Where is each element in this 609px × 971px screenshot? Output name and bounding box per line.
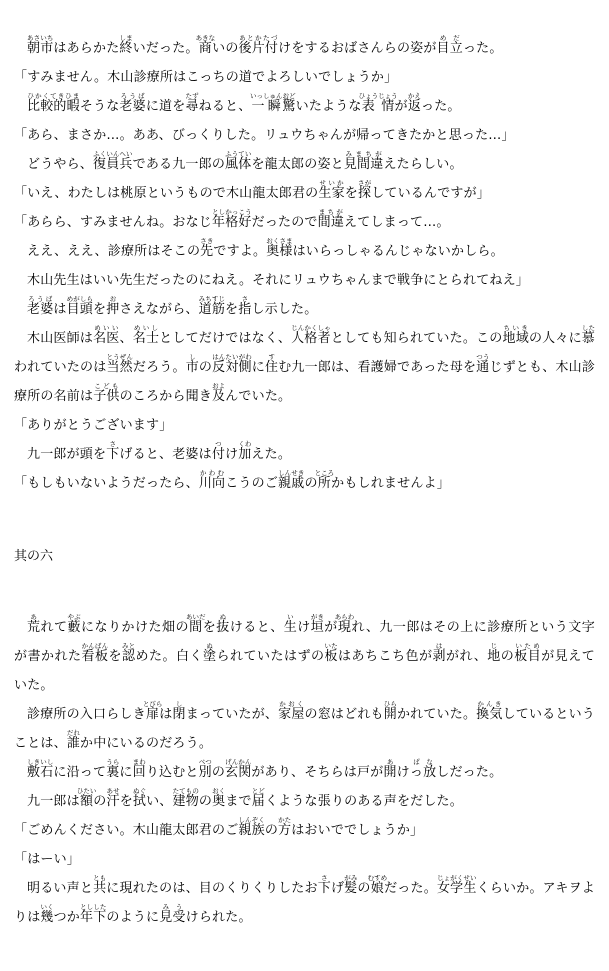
furigana-reading: おく [212, 787, 226, 795]
furigana-word: 髪がみ [344, 874, 358, 896]
furigana-word: 奥様おくさま [266, 237, 293, 259]
furigana-reading: ちいき [502, 324, 529, 332]
furigana-reading: ぬ [203, 642, 217, 650]
furigana-word: 幾いく [40, 903, 54, 925]
furigana-reading: たてもの [172, 787, 199, 795]
furigana-word: 荒あ [27, 613, 41, 635]
furigana-reading: としした [80, 903, 107, 911]
furigana-reading: つ [211, 440, 225, 448]
furigana-reading: ふくいんへい [93, 150, 133, 158]
furigana-word: 年下としした [80, 903, 107, 925]
furigana-reading: ぬ [216, 613, 230, 621]
furigana-word: 方かた [278, 816, 292, 838]
furigana-reading: こども [93, 382, 120, 390]
furigana-reading: さ [106, 440, 120, 448]
furigana-word: 尋たず [185, 92, 199, 114]
furigana-reading: およ [212, 382, 226, 390]
furigana-reading: ところ [314, 469, 335, 477]
furigana-word: 閉し [172, 700, 186, 722]
furigana-reading: がき [310, 613, 324, 621]
furigana-word: 開あ [383, 758, 397, 780]
furigana-reading: いく [40, 903, 54, 911]
furigana-word: 返かえ [407, 92, 422, 114]
furigana-word: 慕した [581, 324, 595, 346]
furigana-word: 娘むすめ [367, 874, 388, 896]
furigana-reading: おど [282, 92, 296, 100]
furigana-word: 道筋みちすじ [198, 295, 226, 317]
furigana-reading: さき [200, 237, 214, 245]
furigana-reading: まちが [317, 208, 345, 216]
furigana-reading: げんかん [225, 758, 252, 766]
furigana-word: 看板かんばん [81, 642, 109, 664]
furigana-word: 一瞬いっしゅん [249, 92, 283, 114]
furigana-word: 共とも [93, 874, 107, 896]
furigana-reading: ひたい [76, 787, 97, 795]
furigana-reading: ふうてい [225, 150, 252, 158]
furigana-reading: めいい [93, 324, 120, 332]
furigana-reading: いた [324, 642, 338, 650]
furigana-reading: むすめ [367, 874, 388, 882]
furigana-word: 汗あせ [106, 787, 120, 809]
furigana-reading: めいし [132, 324, 160, 332]
story-section-1 [14, 34, 595, 498]
furigana-word: 裏うら [106, 758, 120, 780]
dialogue-paragraph: 「ありがとうございます」 [14, 418, 173, 433]
furigana-reading: とうぜん [106, 353, 133, 361]
furigana-reading: ろうば [27, 295, 54, 303]
furigana-word: 指さ [238, 295, 252, 317]
furigana-reading: とびら [142, 700, 163, 708]
furigana-reading: しんせき [278, 469, 305, 477]
dialogue-paragraph: 「あらら、すみませんね。おなじ年格好としかっこうだったので間違まちがえてしまって…。 [14, 208, 450, 230]
furigana-reading: がみ [344, 874, 358, 882]
furigana-word: 塗ぬ [203, 642, 217, 664]
furigana-reading: くわ [238, 440, 252, 448]
furigana-reading: せいか [318, 179, 345, 187]
furigana-word: 現あらわ [334, 613, 355, 635]
furigana-reading: あらわ [334, 613, 355, 621]
furigana-reading: めがしら [66, 295, 94, 303]
furigana-reading: かんばん [81, 642, 109, 650]
furigana-reading: ろうば [119, 92, 146, 100]
furigana-reading: さ [238, 295, 252, 303]
furigana-reading: ひょうじょう [358, 92, 398, 100]
furigana-reading: つう [476, 353, 490, 361]
furigana-word: 押お [106, 295, 120, 317]
furigana-reading: かた [278, 816, 292, 824]
furigana-reading: おくさま [266, 237, 293, 245]
furigana-reading: かわむ [198, 469, 226, 477]
furigana-reading: いっしゅん [249, 92, 283, 100]
furigana-word: 下さ [106, 440, 120, 462]
furigana-reading: お [106, 295, 120, 303]
furigana-word: 女学生じょがくせい [436, 874, 477, 896]
furigana-word: 驚おど [282, 92, 296, 114]
furigana-reading: ぬぐ [132, 787, 147, 795]
furigana-reading: みと [122, 642, 136, 650]
furigana-word: 換気かんき [476, 700, 503, 722]
dialogue-paragraph: 「いえ、わたしは桃原というもので木山龍太郎君の生家せいかを探さがしているんですが」 [14, 179, 491, 201]
furigana-word: 及およ [212, 382, 226, 404]
furigana-word: 風体ふうてい [225, 150, 252, 172]
furigana-reading: うら [106, 758, 120, 766]
furigana-word: 敷石しきいし [27, 758, 54, 780]
furigana-word: 生家せいか [318, 179, 345, 201]
furigana-word: 届とど [251, 787, 265, 809]
furigana-reading: あきな [195, 34, 216, 42]
narrative-paragraph: 敷石しきいしに沿って裏うらに回まわり込むと別べつの玄関げんかんがあり、そちらは戸が開あけっ放ぱなしだった。 [27, 758, 503, 780]
narrative-paragraph: 明るい声と共ともに現れたのは、目のくりくりしたお下さげ髪がみの娘むすめだった。女学生じょがくせいくらいか。アキヲよりは幾いくつか年下とししたのように見受みうけられた。 [14, 874, 595, 925]
dialogue-paragraph: 「すみません。木山診療所はこっちの道でよろしいでしょうか」 [14, 70, 398, 85]
furigana-reading: たず [185, 92, 199, 100]
furigana-reading: はんたいがわ [212, 353, 252, 361]
furigana-word: 市し [185, 353, 199, 375]
narrative-paragraph: ええ、ええ、診療所はそこの先さきですよ。奥様おくさまはいらっしゃるんじゃないかしら。 [27, 237, 504, 259]
furigana-word: 生い [283, 613, 298, 635]
furigana-reading: あ [383, 758, 397, 766]
furigana-word: 板目いため [514, 642, 542, 664]
furigana-word: 比較的暇ひかくてきひま [27, 92, 80, 114]
furigana-word: 住す [264, 353, 279, 375]
furigana-reading: しま [119, 34, 133, 42]
furigana-reading: い [283, 613, 297, 621]
furigana-word: 老婆ろうば [27, 295, 54, 317]
furigana-word: 回まわ [132, 758, 146, 780]
narrative-paragraph: 老婆ろうばは目頭めがしらを押おさえながら、道筋みちすじを指さし示した。 [27, 295, 318, 317]
furigana-word: 親戚しんせき [278, 469, 305, 491]
furigana-word: 額ひたい [76, 787, 97, 809]
furigana-word: 目頭めがしら [66, 295, 94, 317]
furigana-word: 探さが [358, 179, 372, 201]
furigana-word: 表情ひょうじょう [358, 92, 398, 114]
furigana-word: 扉とびら [142, 700, 163, 722]
furigana-word: 見受みう [159, 903, 186, 925]
furigana-word: 老婆ろうば [119, 92, 146, 114]
furigana-reading: あ [27, 613, 41, 621]
furigana-word: 地域ちいき [502, 324, 529, 346]
furigana-reading: あさいち [27, 34, 54, 42]
furigana-reading: しんぞく [238, 816, 265, 824]
narrative-paragraph: 朝市あさいちはあらかた終しまいだった。商あきないの後片付あとかたづけをするおばさんらの姿が目立めだった。 [27, 34, 503, 56]
furigana-word: 地じ [487, 642, 501, 664]
furigana-reading: じんかくしゃ [291, 324, 331, 332]
furigana-reading: まわ [132, 758, 146, 766]
narrative-paragraph: 木山医師は名医めいい、名士めいしとしてだけではなく、人格者じんかくしゃとしても知られていた。この地域ちいきの人々に慕したわれていたのは当然とうぜんだろう。市しの反対側はんたいがわに住すむ九一郎は、看護婦であった母を通つうじずとも、木山診療所の名前は子供こどものころから聞き及およんでいた。 [14, 324, 596, 404]
furigana-reading: ひら [383, 700, 397, 708]
furigana-word: 親族しんぞく [238, 816, 265, 838]
furigana-reading: いため [514, 642, 541, 650]
furigana-word: 奥おく [212, 787, 226, 809]
furigana-reading: としかっこう [212, 208, 252, 216]
furigana-word: 間あいだ [185, 613, 206, 635]
furigana-reading: した [581, 324, 595, 332]
furigana-reading: さ [317, 874, 331, 882]
furigana-reading: し [185, 353, 199, 361]
furigana-word: 朝市あさいち [27, 34, 54, 56]
narrative-paragraph: 比較的暇ひかくてきひまそうな老婆ろうばに道を尋たずねると、一瞬いっしゅん驚おどいたような表情ひょうじょうが返かえった。 [27, 92, 461, 114]
furigana-reading: は [432, 642, 446, 650]
narrative-paragraph: 木山先生はいい先生だったのにねえ。それにリュウちゃんまで戦争にとられてねえ」 [27, 273, 529, 288]
furigana-word: 開ひら [383, 700, 397, 722]
furigana-reading: しきいし [27, 758, 54, 766]
furigana-reading: あいだ [185, 613, 206, 621]
chapter-heading: 其の六 [14, 549, 54, 564]
furigana-word: 玄関げんかん [225, 758, 252, 780]
dialogue-paragraph: 「もしもいないようだったら、川向かわむこうのご親戚しんせきの所ところかもしれませんよ」 [14, 469, 450, 491]
furigana-reading: ぱな [409, 758, 437, 766]
furigana-reading: かんき [476, 700, 503, 708]
furigana-word: 人格者じんかくしゃ [291, 324, 331, 346]
furigana-reading: あとかたづ [238, 34, 279, 42]
furigana-word: 別べつ [198, 758, 212, 780]
story-section-2 [14, 613, 595, 932]
furigana-reading: さが [358, 179, 372, 187]
furigana-word: 年格好としかっこう [212, 208, 252, 230]
section-spacer [14, 571, 595, 613]
furigana-word: 名医めいい [93, 324, 120, 346]
narrative-paragraph: 九一郎が頭を下さげると、老婆は付つけ加くわえた。 [27, 440, 292, 462]
furigana-word: 先さき [200, 237, 214, 259]
furigana-word: 見間違みまちが [343, 150, 384, 172]
furigana-reading: じ [487, 642, 501, 650]
furigana-word: 板いた [324, 642, 338, 664]
furigana-word: 当然とうぜん [106, 353, 133, 375]
furigana-reading: めだ [436, 34, 463, 42]
furigana-word: 垣がき [310, 613, 325, 635]
furigana-reading: みちすじ [198, 295, 226, 303]
furigana-word: 藪やぶ [67, 613, 81, 635]
furigana-word: 反対側はんたいがわ [212, 353, 252, 375]
furigana-word: 間違まちが [317, 208, 345, 230]
furigana-word: 商あきな [195, 34, 216, 56]
furigana-word: 拭ぬぐ [132, 787, 147, 809]
furigana-reading: ひかくてきひま [27, 92, 80, 100]
furigana-reading: みまちが [343, 150, 384, 158]
furigana-word: 誰だれ [66, 729, 81, 751]
furigana-reading: あせ [106, 787, 120, 795]
furigana-reading: やぶ [67, 613, 81, 621]
furigana-word: 川向かわむ [198, 469, 226, 491]
narrative-paragraph: 荒あれて藪やぶになりかけた畑の間あいだを抜ぬけると、生いけ垣がきが現あらわれ、九一郎はその上に診療所という文字が書かれた看板かんばんを認みとめた。白く塗ぬられていたはずの板いたはあちこち色が剥はがれ、地じの板目いためが見えていた。 [14, 613, 595, 693]
furigana-word: 加くわ [238, 440, 252, 462]
dialogue-paragraph: 「ごめんください。木山龍太郎君のご親族しんぞくの方かたはおいででしょうか」 [14, 816, 424, 838]
section-spacer [14, 498, 595, 542]
furigana-reading: とも [93, 874, 107, 882]
furigana-word: 復員兵ふくいんへい [93, 150, 133, 172]
furigana-reading: かおく [278, 700, 305, 708]
furigana-word: 終しま [119, 34, 133, 56]
furigana-word: 後片付あとかたづ [238, 34, 279, 56]
narrative-paragraph: 九一郎は額ひたいの汗あせを拭ぬぐい、建物たてものの奥おくまで届とどくような張りのある声をだした。 [27, 787, 463, 809]
furigana-word: 名士めいし [132, 324, 160, 346]
narrative-paragraph: 診療所の入口らしき扉とびらは閉しまっていたが、家屋かおくの窓はどれも開ひらかれていた。換気かんきしているということは、誰だれか中にいるのだろう。 [14, 700, 595, 751]
furigana-word: 子供こども [93, 382, 120, 404]
furigana-word: 目立めだ [436, 34, 463, 56]
furigana-reading: だれ [66, 729, 81, 737]
furigana-word: 下さ [317, 874, 331, 896]
furigana-word: 付つ [211, 440, 226, 462]
furigana-word: 認みと [122, 642, 136, 664]
furigana-reading: べつ [198, 758, 212, 766]
furigana-reading: し [172, 700, 186, 708]
furigana-word: 剥は [432, 642, 446, 664]
furigana-word: 家屋かおく [278, 700, 305, 722]
furigana-word: 抜ぬ [216, 613, 230, 635]
furigana-word: 通つう [476, 353, 490, 375]
furigana-word: 所ところ [314, 469, 335, 491]
dialogue-paragraph: 「はーい」 [14, 852, 81, 867]
furigana-reading: かえ [407, 92, 422, 100]
furigana-reading: とど [251, 787, 265, 795]
furigana-word: 建物たてもの [172, 787, 199, 809]
narrative-paragraph: どうやら、復員兵ふくいんへいである九一郎の風体ふうていを龍太郎の姿と見間違みまちがえたらしい。 [27, 150, 463, 172]
furigana-reading: じょがくせい [436, 874, 477, 882]
dialogue-paragraph: 「あら、まさか…。ああ、びっくりした。リュウちゃんが帰ってきたかと思った…」 [14, 128, 515, 143]
furigana-reading: みう [159, 903, 186, 911]
furigana-word: っ放ぱな [409, 758, 437, 780]
furigana-reading: す [264, 353, 279, 361]
